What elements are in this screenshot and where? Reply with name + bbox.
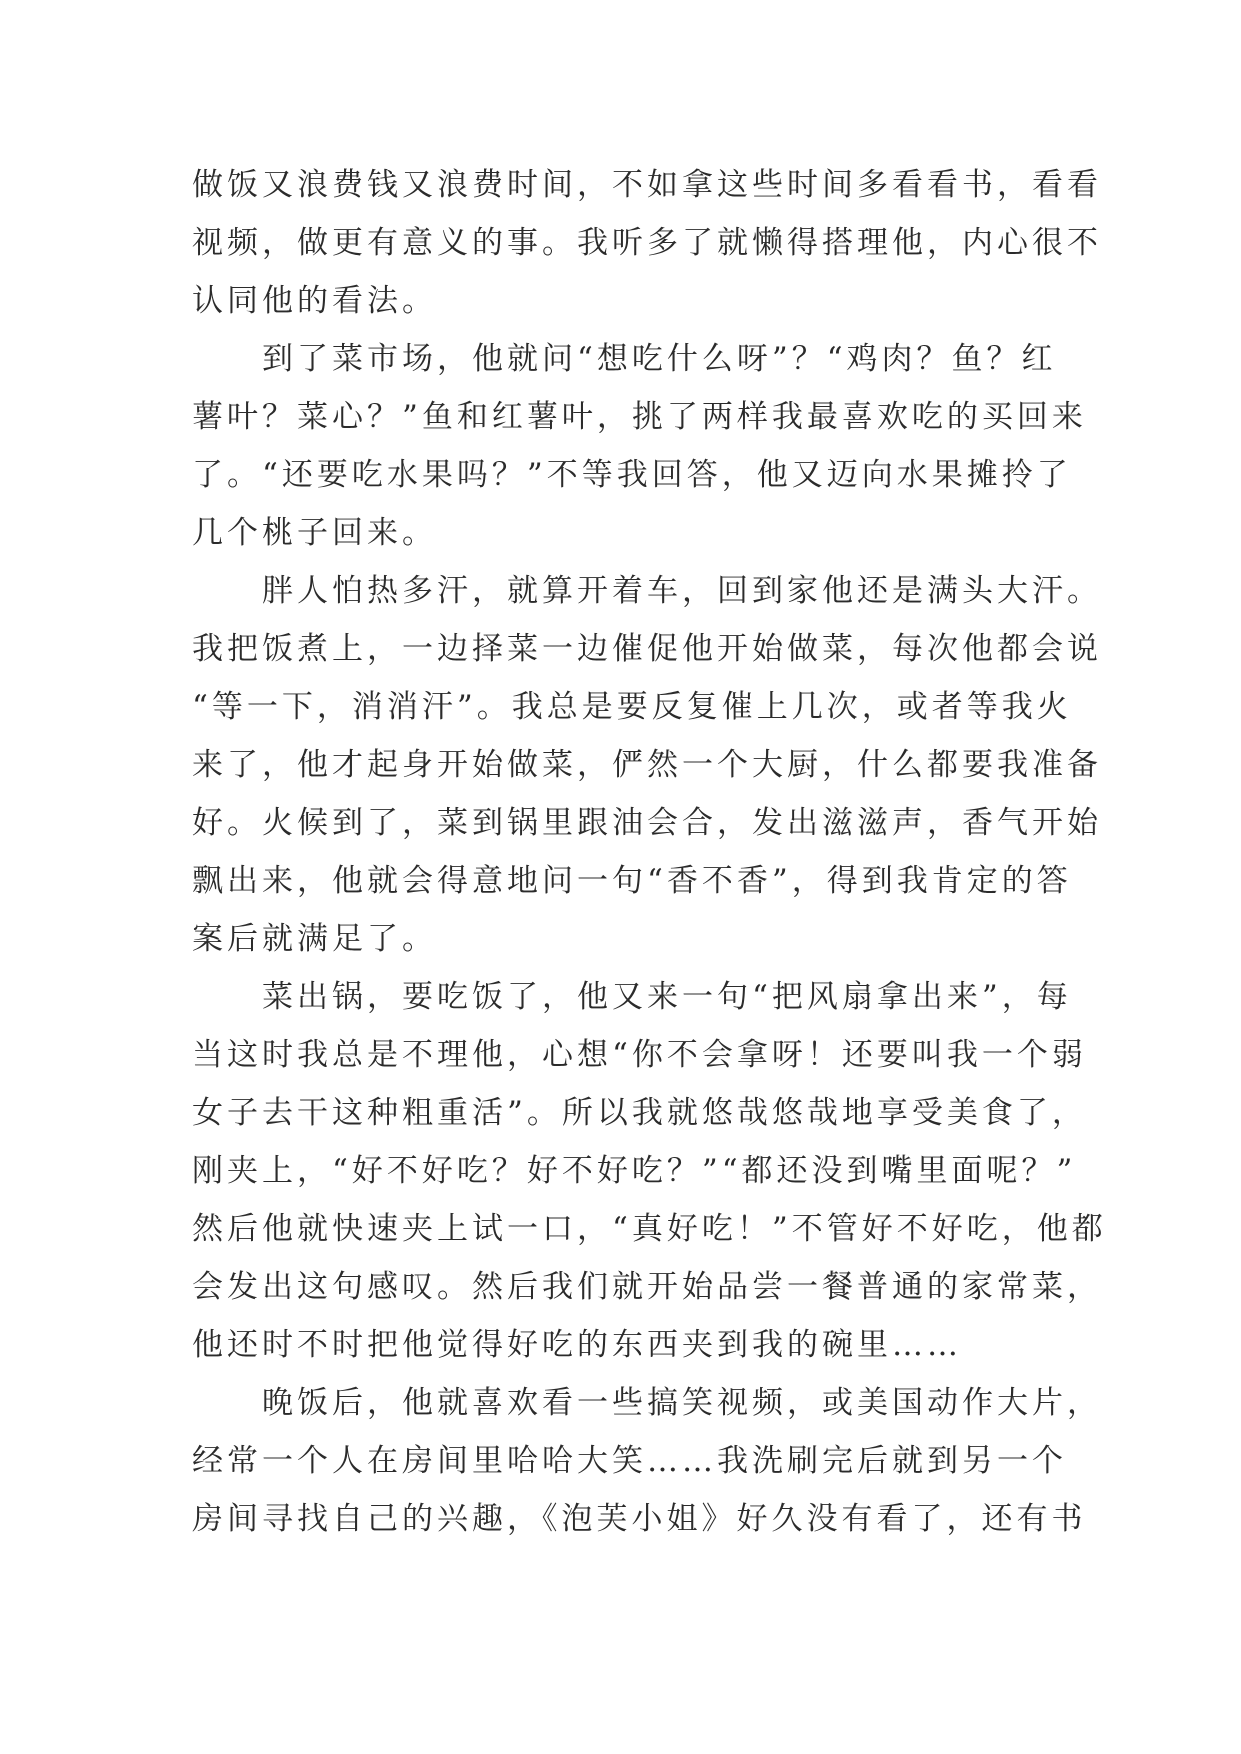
text-line: 认同他的看法。 xyxy=(192,283,437,319)
paragraph-start-line: 胖人怕热多汗，就算开着车，回到家他还是满头大汗。 xyxy=(262,573,1102,609)
paragraph-start-line: 晚饭后，他就喜欢看一些搞笑视频，或美国动作大片， xyxy=(262,1385,1102,1421)
text-line: 他还时不时把他觉得好吃的东西夹到我的碗里…… xyxy=(192,1327,962,1363)
text-line: 会发出这句感叹。然后我们就开始品尝一餐普通的家常菜， xyxy=(192,1269,1102,1305)
text-line: 案后就满足了。 xyxy=(192,921,437,957)
text-line: 然后他就快速夹上试一口，“真好吃！”不管好不好吃，他都 xyxy=(192,1211,1107,1247)
text-line: “等一下，消消汗”。我总是要反复催上几次，或者等我火 xyxy=(192,689,1072,725)
text-line: 薯叶？菜心？”鱼和红薯叶，挑了两样我最喜欢吃的买回来 xyxy=(192,399,1087,435)
text-line: 几个桃子回来。 xyxy=(192,515,437,551)
text-line: 我把饭煮上，一边择菜一边催促他开始做菜，每次他都会说 xyxy=(192,631,1102,667)
text-line: 好。火候到了，菜到锅里跟油会合，发出滋滋声，香气开始 xyxy=(192,805,1102,841)
text-line: 经常一个人在房间里哈哈大笑……我洗刷完后就到另一个 xyxy=(192,1443,1067,1479)
text-line: 做饭又浪费钱又浪费时间，不如拿这些时间多看看书，看看 xyxy=(192,167,1102,203)
text-line: 飘出来，他就会得意地问一句“香不香”，得到我肯定的答 xyxy=(192,863,1072,899)
body-text xyxy=(192,156,1107,1548)
text-line: 女子去干这种粗重活”。所以我就悠哉悠哉地享受美食了， xyxy=(192,1095,1087,1131)
text-line: 来了，他才起身开始做菜，俨然一个大厨，什么都要我准备 xyxy=(192,747,1102,783)
text-line: 视频，做更有意义的事。我听多了就懒得搭理他，内心很不 xyxy=(192,225,1102,261)
text-line: 刚夹上，“好不好吃？好不好吃？”“都还没到嘴里面呢？” xyxy=(192,1153,1077,1189)
paragraph-start-line: 到了菜市场，他就问“想吃什么呀”？“鸡肉？鱼？红 xyxy=(262,341,1057,377)
text-line: 当这时我总是不理他，心想“你不会拿呀！还要叫我一个弱 xyxy=(192,1037,1087,1073)
paragraph-start-line: 菜出锅，要吃饭了，他又来一句“把风扇拿出来”，每 xyxy=(262,979,1072,1015)
text-line: 房间寻找自己的兴趣，《泡芙小姐》好久没有看了，还有书 xyxy=(192,1501,1087,1537)
text-line: 了。“还要吃水果吗？”不等我回答，他又迈向水果摊拎了 xyxy=(192,457,1072,493)
